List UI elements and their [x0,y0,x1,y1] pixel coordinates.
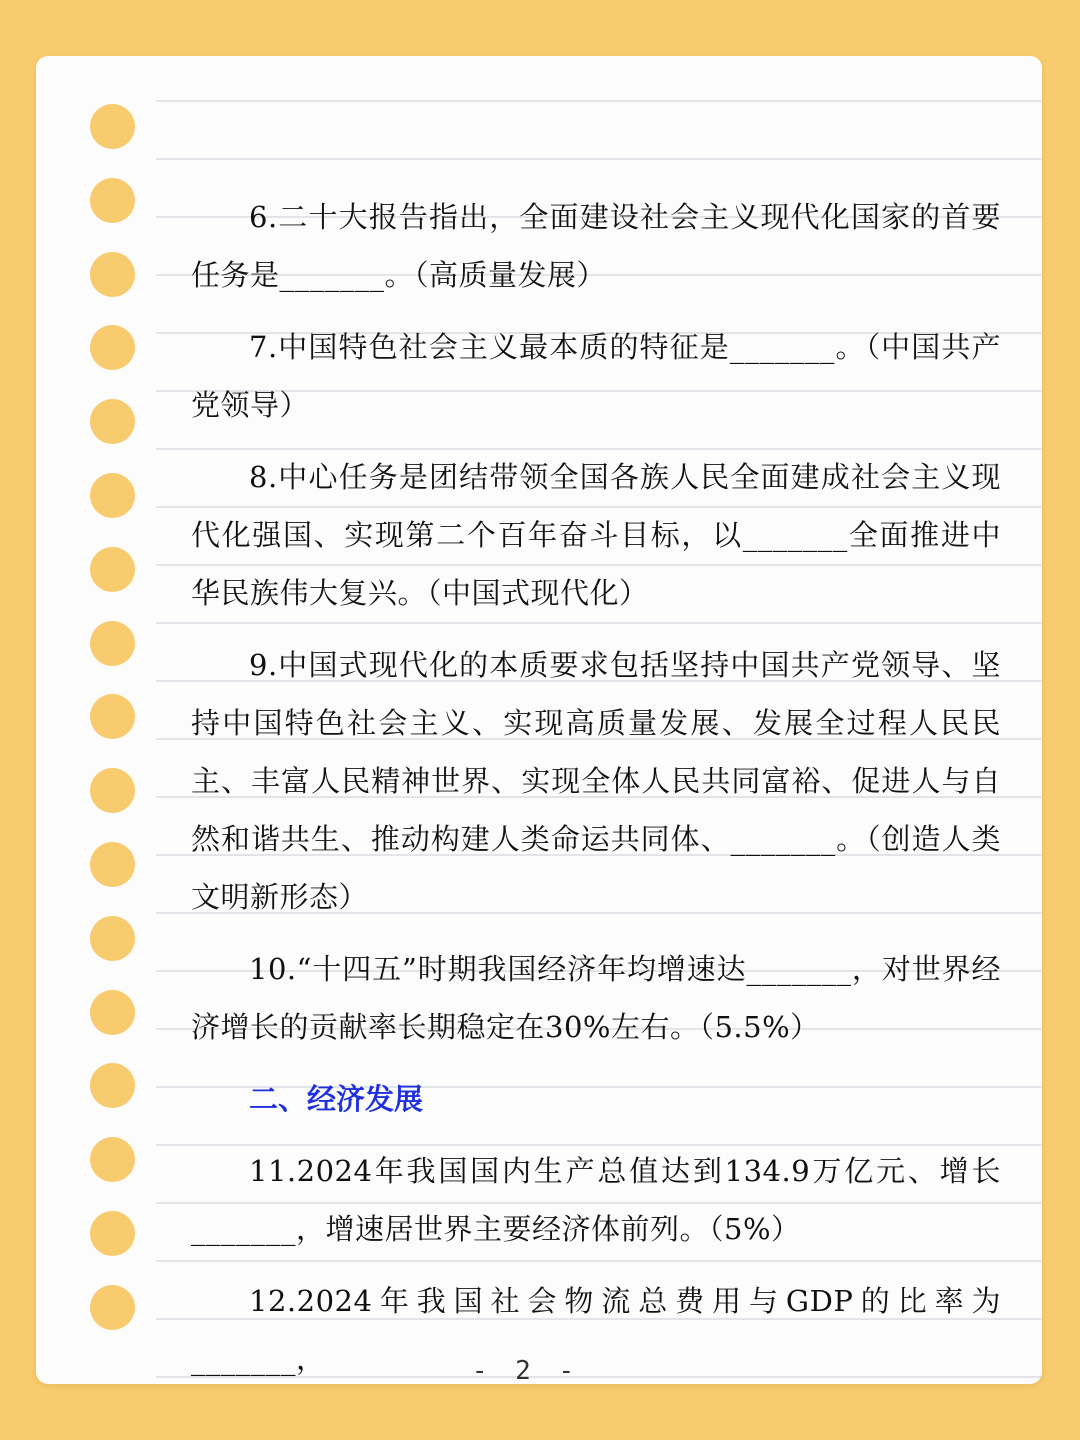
binder-hole [90,768,135,813]
question-paragraph: 9.中国式现代化的本质要求包括坚持中国共产党领导、坚持中国特色社会主义、实现高质量发展、发展全过程人民民主、丰富人民精神世界、实现全体人民共同富裕、促进人与自然和谐共生、推动构建人类命运共同体、_______。（创造人类文明新形态） [191,648,1001,914]
binder-hole [90,1285,135,1330]
page-number: - 2 - [471,1356,581,1384]
section-heading: 二、经济发展 [249,1082,424,1116]
binder-hole [90,842,135,887]
binder-hole [90,547,135,592]
binder-hole [90,399,135,444]
binder-hole [90,990,135,1035]
rule-line [156,158,1042,160]
question-paragraph: 11.2024年我国国内生产总值达到134.9万亿元、增长_______，增速居世界主要经济体前列。（5%） [191,1154,1001,1246]
rule-line [156,100,1042,102]
binder-hole [90,1137,135,1182]
notebook-page [36,56,1042,1384]
binder-hole [90,916,135,961]
binder-hole [90,325,135,370]
binder-hole [90,252,135,297]
question-paragraph: 12.2024年我国社会物流总费用与GDP的比率为_______， [191,1284,1001,1376]
question-paragraph: 10.“十四五”时期我国经济年均增速达_______，对世界经济增长的贡献率长期稳定在30%左右。（5.5%） [191,952,1001,1044]
binder-hole [90,178,135,223]
binder-hole [90,473,135,518]
binder-hole [90,104,135,149]
binder-hole [90,694,135,739]
document-body [191,188,1001,1384]
binder-hole [90,1211,135,1256]
binder-hole [90,1063,135,1108]
question-paragraph: 6.二十大报告指出，全面建设社会主义现代化国家的首要任务是_______。（高质量发展） [191,200,1001,292]
question-paragraph: 8.中心任务是团结带领全国各族人民全面建成社会主义现代化强国、实现第二个百年奋斗目标，以_______全面推进中华民族伟大复兴。（中国式现代化） [191,460,1001,610]
question-paragraph: 7.中国特色社会主义最本质的特征是_______。（中国共产党领导） [191,330,1001,422]
binder-hole [90,621,135,666]
